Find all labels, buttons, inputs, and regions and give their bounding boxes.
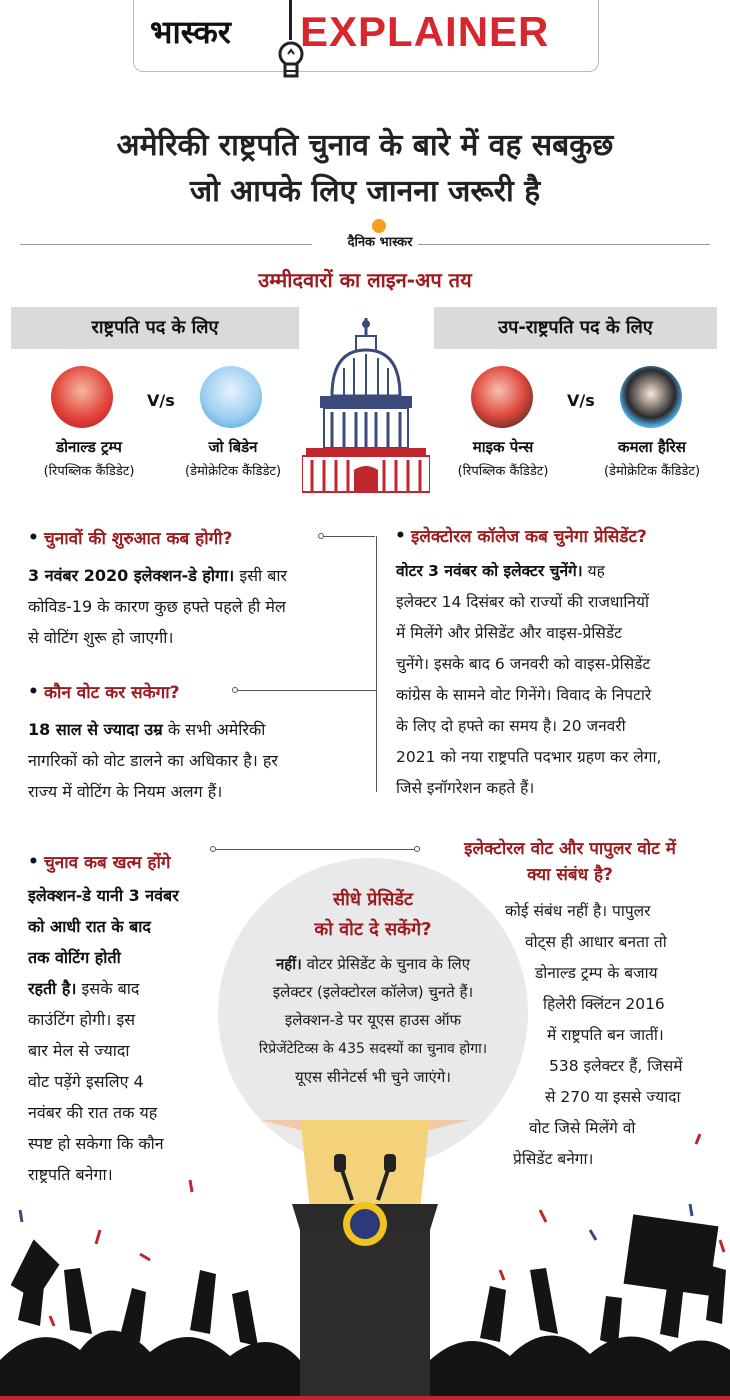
answer-pv-line-6: 538 इलेक्टर हैं, जिसमें <box>549 1057 683 1075</box>
answer-end-bold-1: इलेक्शन-डे यानी 3 नवंबर <box>28 886 179 905</box>
bulb-cord <box>289 0 292 40</box>
brand-logo-bhaskar: भास्कर <box>150 13 231 51</box>
answer-ec-line-6: के लिए दो हफ्ते का समय है। 20 जनवरी <box>396 717 626 735</box>
page-headline <box>0 123 730 215</box>
leader-dot <box>318 533 324 539</box>
answer-pv-line-4: हिलेरी क्लिंटन 2016 <box>543 995 665 1013</box>
answer-pv-line-9: प्रेसिडेंट बनेगा। <box>513 1150 594 1168</box>
biden-avatar <box>200 366 262 428</box>
answer-end-bold-3: तक वोटिंग होती <box>28 948 121 967</box>
answer-pv-line-1: कोई संबंध नहीं है। पापुलर <box>505 902 651 920</box>
answer-pv-line-3: डोनाल्ड ट्रम्प के बजाय <box>535 964 658 982</box>
answer-direct-line-4: रिप्रेजेंटेटिव्स के 435 सदस्यों का चुनाव होगा। <box>258 1041 488 1057</box>
explainer-title: EXPLAINER <box>300 8 550 55</box>
bottom-border <box>0 1396 730 1400</box>
headline-line-2: जो आपके लिए जानना जरूरी है <box>189 174 541 209</box>
answer-direct-line-3: इलेक्शन-डे पर यूएस हाउस ऑफ <box>284 1011 462 1029</box>
answer-ec-line-7: 2021 को नया राष्ट्रपति पदभार ग्रहण कर लेगा, <box>396 748 662 766</box>
question-end: चुनाव कब खत्म होंगे <box>44 853 171 873</box>
question-direct-line-2: को वोट दे सकेंगे? <box>314 919 432 940</box>
leader-line <box>212 849 420 850</box>
answer-who-votes-line-3: राज्य में वोटिंग के नियम अलग हैं। <box>28 782 223 801</box>
answer-direct-line-1: वोटर प्रेसिडेंट के चुनाव के लिए <box>301 955 470 973</box>
answer-who-votes-line-1: के सभी अमेरिकी <box>162 720 266 739</box>
answer-end-line-4: वोट पड़ेंगे इसलिए 4 <box>28 1072 144 1091</box>
bullet-dot: • <box>28 852 39 872</box>
answer-direct-line-2: इलेक्टर (इलेक्टोरल कॉलेज) चुनते हैं। <box>272 983 474 1001</box>
vp-section-label: उप-राष्ट्रपति पद के लिए <box>434 307 717 349</box>
lineup-title: उम्मीदवारों का लाइन-अप तय <box>258 268 472 292</box>
divider-left <box>20 244 312 245</box>
answer-who-votes <box>28 714 358 807</box>
question-who-votes: कौन वोट कर सकेगा? <box>44 683 180 703</box>
rally-scene-illustration <box>0 1120 730 1400</box>
answer-end-line-7: राष्ट्रपति बनेगा। <box>28 1165 113 1184</box>
answer-who-votes-bold: 18 साल से ज्यादा उम्र <box>28 720 163 739</box>
question-pv-line-1: इलेक्टोरल वोट और पापुलर वोट में <box>464 839 676 859</box>
answer-start-bold: 3 नवंबर 2020 इलेक्शन-डे होगा। <box>28 566 235 585</box>
answer-pv-line-8: वोट जिसे मिलेंगे वो <box>529 1119 636 1137</box>
publisher-divider <box>20 228 710 256</box>
trump-name: डोनाल्ड ट्रम्प <box>56 438 122 456</box>
podium-icon <box>292 1202 438 1400</box>
president-vs-label: V/s <box>147 391 175 410</box>
answer-direct-bold: नहीं। <box>275 955 302 973</box>
answer-ec-line-1: यह <box>582 562 605 580</box>
president-section-label: राष्ट्रपति पद के लिए <box>11 307 299 349</box>
bullet-dot: • <box>395 526 406 546</box>
answer-pv-line-5: में राष्ट्रपति बन जातीं। <box>547 1026 664 1044</box>
pence-name: माइक पेन्स <box>472 438 534 456</box>
speaker-figure <box>214 1120 516 1210</box>
answer-start-line-2: कोविड-19 के कारण कुछ हफ्ते पहले ही मेल <box>28 597 286 616</box>
answer-end-line-1: इसके बाद <box>76 979 140 998</box>
column-divider <box>376 536 377 792</box>
answer-pv-line-2: वोट्स ही आधार बनता तो <box>525 933 667 951</box>
question-start: चुनावों की शुरुआत कब होगी? <box>44 529 233 549</box>
harris-avatar <box>620 366 682 428</box>
biden-party: (डेमोक्रेटिक कैंडिडेट) <box>184 464 282 479</box>
bullet-dot: • <box>28 682 39 702</box>
answer-direct-line-5: यूएस सीनेटर्स भी चुने जाएंगे। <box>295 1068 451 1086</box>
bullet-dot: • <box>28 528 39 548</box>
answer-direct <box>226 950 520 1091</box>
trump-avatar <box>51 366 113 428</box>
leader-line <box>234 690 376 691</box>
answer-ec-line-5: कांग्रेस के सामने वोट गिनेंगे। विवाद के निपटारे <box>396 686 652 704</box>
question-direct <box>258 885 488 945</box>
answer-start-line-3: से वोटिंग शुरू हो जाएगी। <box>28 628 174 647</box>
leader-line <box>320 536 375 537</box>
answer-electoral-college <box>396 556 726 804</box>
vp-vs-label: V/s <box>567 391 595 410</box>
answer-end-line-2: काउंटिंग होगी। इस <box>28 1010 136 1029</box>
answer-end-line-3: बार मेल से ज्यादा <box>28 1041 130 1060</box>
answer-end-bold-2: को आधी रात के बाद <box>28 917 151 936</box>
answer-ec-line-4: चुनेंगे। इसके बाद 6 जनवरी को वाइस-प्रेसिडेंट <box>396 655 651 673</box>
publisher-sun-icon <box>372 219 386 233</box>
answer-ec-line-2: इलेक्टर 14 दिसंबर को राज्यों की राजधानियों <box>396 593 650 611</box>
answer-end-bold-4: रहती है। <box>28 979 77 998</box>
capitol-dome-icon <box>302 318 430 494</box>
answer-ec-line-3: में मिलेंगे और प्रेसिडेंट और वाइस-प्रेसिडेंट <box>396 624 622 642</box>
question-popular-vote <box>420 836 720 888</box>
publisher-logo: दैनिक भास्कर <box>347 235 413 250</box>
divider-right <box>418 244 710 245</box>
pence-party: (रिपब्लिक कैंडिडेट) <box>457 464 549 479</box>
answer-end-line-5: नवंबर की रात तक यह <box>28 1103 158 1122</box>
answer-who-votes-line-2: नागरिकों को वोट डालने का अधिकार है। हर <box>28 751 278 770</box>
biden-name: जो बिडेन <box>208 438 258 456</box>
answer-start-line-1: इसी बार <box>234 566 288 585</box>
answer-pv-line-7: से 270 या इससे ज्यादा <box>545 1088 681 1106</box>
headline-line-1: अमेरिकी राष्ट्रपति चुनाव के बारे में वह सबकुछ <box>116 128 614 163</box>
leader-dot <box>210 846 216 852</box>
answer-ec-bold: वोटर 3 नवंबर को इलेक्टर चुनेंगे। <box>396 562 583 580</box>
question-electoral-college: इलेक्टोरल कॉलेज कब चुनेगा प्रेसिडेंट? <box>411 527 647 547</box>
leader-dot <box>232 687 238 693</box>
answer-end-line-6: स्पष्ट हो सकेगा कि कौन <box>28 1134 164 1153</box>
question-pv-line-2: क्या संबंध है? <box>527 865 613 885</box>
answer-ec-line-8: जिसे इनॉगरेशन कहते हैं। <box>396 779 535 797</box>
harris-name: कमला हैरिस <box>618 438 686 456</box>
trump-party: (रिपब्लिक कैंडिडेट) <box>43 464 135 479</box>
pence-avatar <box>471 366 533 428</box>
harris-party: (डेमोक्रेटिक कैंडिडेट) <box>603 464 701 479</box>
answer-start <box>28 560 358 653</box>
question-direct-line-1: सीधे प्रेसिडेंट <box>333 889 413 910</box>
